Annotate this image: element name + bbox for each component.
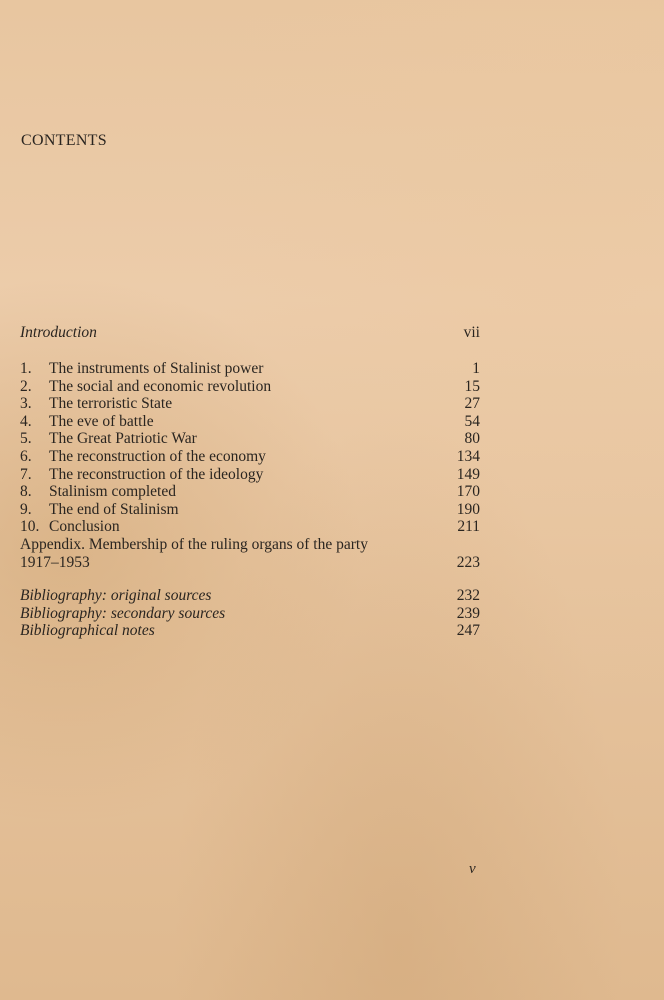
toc-row-bibliographical-notes bbox=[20, 622, 480, 640]
page-folio: v bbox=[469, 861, 476, 877]
chapter-page: 1 bbox=[472, 360, 480, 377]
toc-row-chapter-2 bbox=[20, 378, 480, 396]
chapter-page: 27 bbox=[464, 395, 480, 413]
toc-row-chapter-6 bbox=[20, 448, 480, 466]
introduction-title: Introduction bbox=[20, 324, 97, 341]
bibliography-title: Bibliography: secondary sources bbox=[20, 604, 226, 622]
chapter-number: 7. bbox=[20, 465, 32, 483]
chapter-page: 15 bbox=[464, 377, 480, 395]
toc-row-chapter-1 bbox=[20, 360, 480, 378]
appendix-years: 1917–1953 bbox=[20, 553, 90, 571]
toc-row-chapter-7 bbox=[20, 466, 480, 484]
chapter-title: Stalinism completed bbox=[49, 483, 176, 501]
introduction-page: vii bbox=[463, 324, 480, 341]
toc-row-appendix-line-2 bbox=[20, 554, 480, 572]
contents-heading: CONTENTS bbox=[21, 132, 107, 149]
toc-row-chapter-3 bbox=[20, 395, 480, 413]
bibliography-page: 247 bbox=[456, 622, 480, 640]
toc-row-bibliography-original bbox=[20, 587, 480, 605]
appendix-page: 223 bbox=[456, 553, 480, 571]
chapter-page: 211 bbox=[457, 518, 480, 536]
appendix-title: Appendix. Membership of the ruling organs of the party bbox=[20, 535, 368, 553]
chapter-number: 5. bbox=[20, 430, 32, 448]
toc-row-chapter-9 bbox=[20, 501, 480, 519]
chapter-page: 190 bbox=[456, 500, 480, 518]
chapter-title: The Great Patriotic War bbox=[49, 430, 197, 448]
chapter-title: The social and economic revolution bbox=[49, 377, 272, 395]
chapter-page: 54 bbox=[464, 412, 480, 430]
toc-row-chapter-4 bbox=[20, 413, 480, 431]
chapter-number: 6. bbox=[20, 447, 32, 465]
chapter-title: The eve of battle bbox=[49, 412, 154, 430]
toc-row-introduction bbox=[20, 324, 480, 342]
chapter-title: The reconstruction of the economy bbox=[49, 447, 266, 465]
chapter-page: 134 bbox=[456, 447, 480, 465]
bibliography-title: Bibliography: original sources bbox=[20, 587, 212, 604]
toc-row-chapter-5 bbox=[20, 430, 480, 448]
bibliography-page: 239 bbox=[456, 604, 480, 622]
toc-row-chapter-8 bbox=[20, 483, 480, 501]
chapter-title: Conclusion bbox=[49, 518, 120, 536]
chapter-title: The terroristic State bbox=[49, 395, 173, 413]
chapter-number: 1. bbox=[20, 360, 32, 377]
toc-introduction bbox=[20, 324, 480, 342]
chapter-number: 4. bbox=[20, 412, 32, 430]
toc-row-appendix-line-1 bbox=[20, 536, 480, 554]
chapter-number: 8. bbox=[20, 483, 32, 501]
bibliography-title: Bibliographical notes bbox=[20, 622, 155, 640]
chapter-page: 170 bbox=[456, 483, 480, 501]
chapter-page: 80 bbox=[464, 430, 480, 448]
chapter-number: 3. bbox=[20, 395, 32, 413]
bibliography-page: 232 bbox=[456, 587, 480, 604]
chapter-number: 9. bbox=[20, 500, 32, 518]
chapter-number: 10. bbox=[20, 518, 40, 536]
chapter-title: The instruments of Stalinist power bbox=[49, 360, 264, 377]
toc-row-bibliography-secondary bbox=[20, 605, 480, 623]
chapter-title: The end of Stalinism bbox=[49, 500, 179, 518]
chapter-number: 2. bbox=[20, 377, 32, 395]
chapter-title: The reconstruction of the ideology bbox=[49, 465, 264, 483]
toc-bibliography bbox=[20, 587, 480, 640]
toc-chapters bbox=[20, 360, 480, 571]
toc-row-chapter-10 bbox=[20, 518, 480, 536]
chapter-page: 149 bbox=[456, 465, 480, 483]
